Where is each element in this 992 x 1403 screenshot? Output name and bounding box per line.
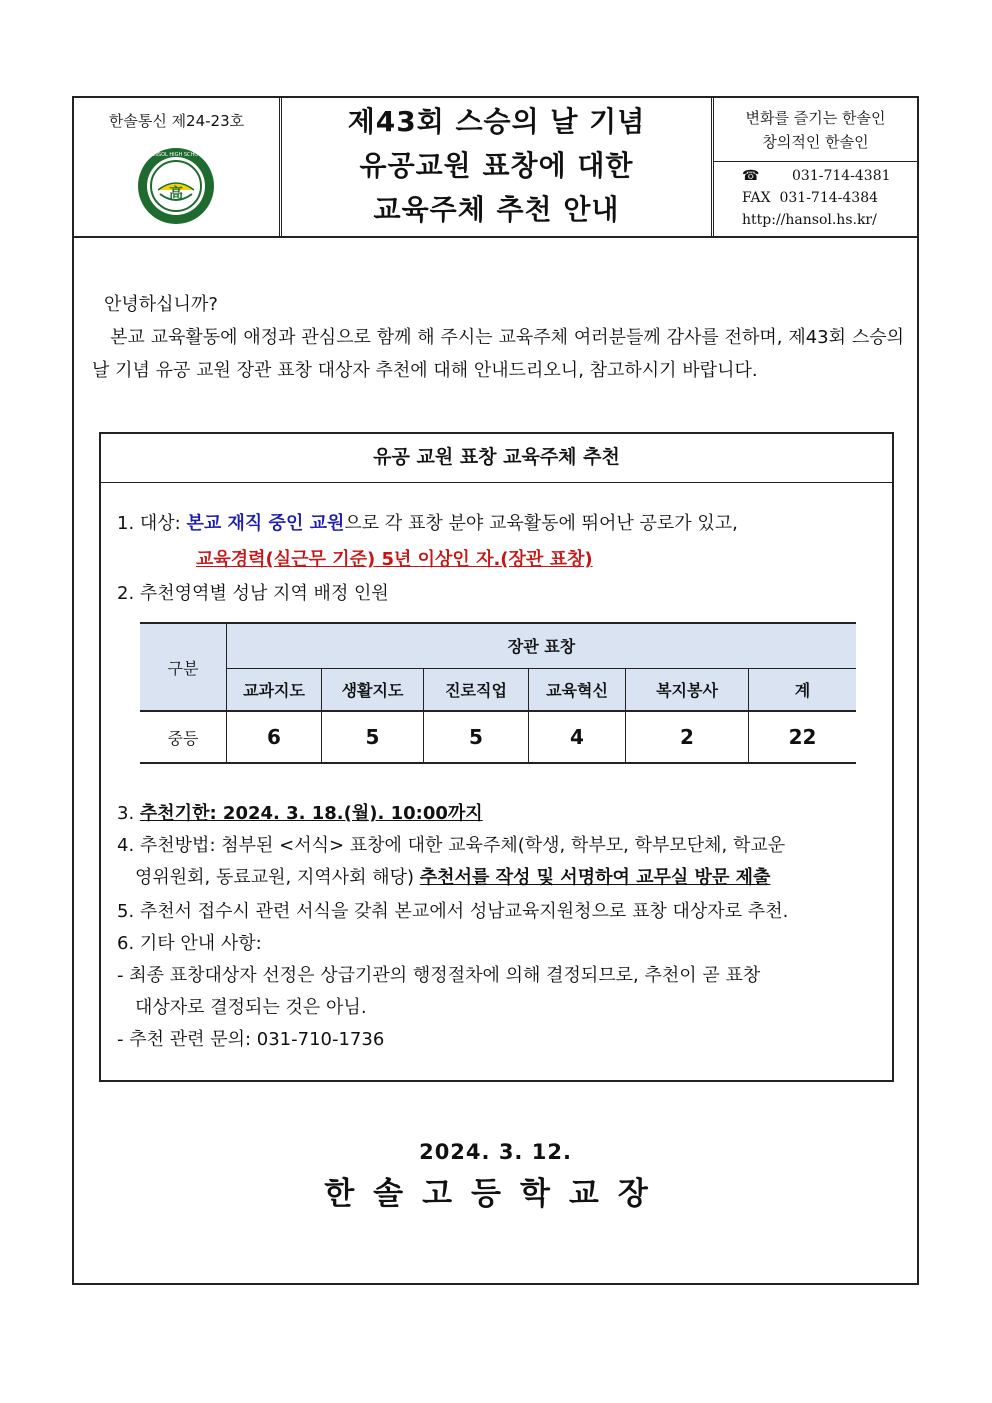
item-5: 5. 추천서 접수시 관련 서식을 갖춰 본교에서 성남교육지원청으로 표창 대상자로 추천. — [117, 901, 789, 922]
item-3-prefix: 3. — [117, 803, 140, 824]
document-header — [74, 98, 917, 238]
intro-body: 본교 교육활동에 애정과 관심으로 함께 해 주시는 교육주체 여러분들께 감사를 전하며, 제43회 스승의 날 기념 유공 교원 장관 표창 대상자 추천에 대해 안내드리오니, 참고하시기 바랍니다. — [92, 327, 904, 381]
principal-signature: 한솔고등학교장 — [324, 1176, 667, 1212]
recommendation-box — [99, 432, 894, 1082]
column-header: 계 — [749, 668, 857, 711]
item-1-rest: 으로 각 표창 분야 교육활동에 뛰어난 공로가 있고, — [344, 513, 738, 534]
logo-text: HANSOL HIGH SCHOOL — [147, 152, 205, 158]
telephone-icon: ☎ — [742, 168, 760, 184]
item-1-requirement — [196, 544, 961, 576]
item-3-deadline: 추천기한: 2024. 3. 18.(월). 10:00까지 — [139, 803, 483, 824]
column-header: 생활지도 — [322, 668, 424, 711]
intro-section — [92, 288, 904, 387]
table-cell: 2 — [626, 711, 749, 763]
table-row — [140, 711, 856, 763]
note-1-line-1: - 최종 표창대상자 선정은 상급기관의 행정절차에 의해 결정되므로, 추천이 곧 표창 — [117, 965, 761, 986]
table-group-header: 장관 표창 — [227, 623, 857, 668]
logo-char: 高 — [169, 186, 183, 202]
document-frame — [72, 96, 919, 1285]
item-4-text: 영위원회, 동료교원, 지역사회 해당) — [135, 867, 420, 888]
header-title-cell — [282, 98, 714, 236]
item-2: 2. 추천영역별 성남 지역 배정 인원 — [117, 583, 389, 604]
fax-line — [742, 187, 917, 209]
greeting: 안녕하십니까? — [104, 294, 218, 315]
item-6: 6. 기타 안내 사항: — [117, 933, 262, 954]
title-line-3: 교육주체 추천 안내 — [373, 193, 620, 226]
table-cell: 4 — [529, 711, 626, 763]
table-column-headers — [140, 668, 856, 711]
table-cell: 5 — [322, 711, 424, 763]
fax-number: 031-714-4384 — [779, 190, 879, 206]
item-4-bold: 추천서를 작성 및 서명하여 교무실 방문 제출 — [419, 867, 771, 888]
school-motto — [714, 98, 917, 162]
item-1-prefix: 1. 대상: — [117, 513, 187, 534]
item-1 — [117, 508, 882, 540]
item-4-line-1: 4. 추천방법: 첨부된 <서식> 표창에 대한 교육주체(학생, 학부모, 학부모단체, 학교운 — [117, 835, 786, 856]
allocation-table — [140, 622, 856, 764]
column-header: 진로직업 — [424, 668, 529, 711]
item-1-red: 교육경력(실근무 기준) 5년 이상인 자.(장관 표창) — [196, 549, 593, 570]
website-url[interactable]: http://hansol.hs.kr/ — [742, 212, 877, 228]
column-header: 복지봉사 — [626, 668, 749, 711]
motto-line-1: 변화를 즐기는 한솔인 — [745, 109, 886, 127]
table-row-header: 구분 — [140, 623, 227, 711]
item-4-line-2 — [135, 862, 883, 894]
item-3 — [117, 798, 882, 830]
column-header: 교과지도 — [227, 668, 322, 711]
note-2: - 추천 관련 문의: 031-710-1736 — [117, 1029, 385, 1050]
column-header: 교육혁신 — [529, 668, 626, 711]
header-right-cell — [714, 98, 917, 236]
table-cell: 5 — [424, 711, 529, 763]
issue-date: 2024. 3. 12. — [419, 1140, 572, 1164]
phone-line — [742, 165, 917, 187]
motto-line-2: 창의적인 한솔인 — [762, 133, 869, 151]
row-label: 중등 — [140, 711, 227, 763]
table-cell: 6 — [227, 711, 322, 763]
issue-number: 한솔통신 제24-23호 — [108, 112, 245, 130]
box-title: 유공 교원 표창 교육주체 추천 — [101, 434, 892, 483]
header-left-cell — [74, 98, 282, 236]
title-line-1: 제43회 스승의 날 기념 — [347, 105, 646, 138]
item-1-highlight: 본교 재직 중인 교원 — [186, 513, 345, 534]
note-1-line-2: 대상자로 결정되는 것은 아님. — [135, 997, 367, 1018]
school-logo — [136, 146, 216, 226]
fax-label: FAX — [742, 190, 771, 206]
table-cell: 22 — [749, 711, 857, 763]
contact-info — [714, 162, 917, 231]
title-line-2: 유공교원 표창에 대한 — [359, 149, 634, 182]
phone-number: 031-714-4381 — [792, 168, 891, 184]
